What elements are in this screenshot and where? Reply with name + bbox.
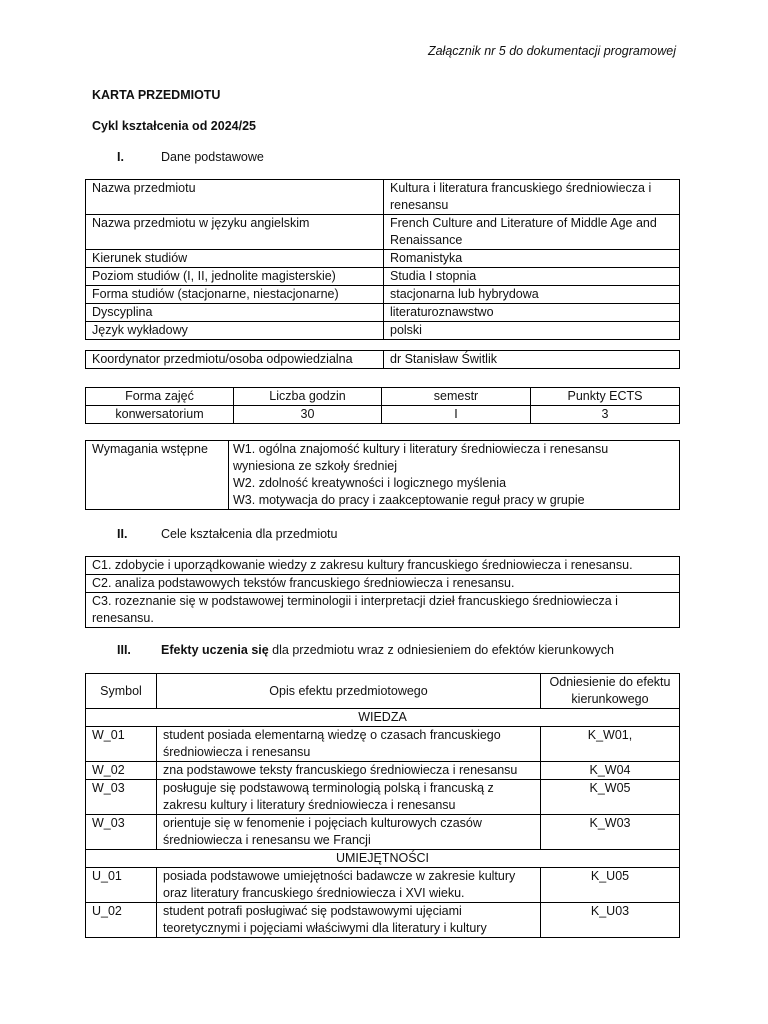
basic-label: Język wykładowy [86, 322, 384, 340]
effect-reference: K_U05 [541, 868, 680, 903]
table-header-row [86, 674, 680, 709]
requirements-list [229, 441, 680, 510]
table-row [86, 593, 680, 628]
section-3-title-rest: dla przedmiotu wraz z odniesieniem do efektów kierunkowych [268, 643, 615, 657]
table-row [86, 304, 680, 322]
requirements-label: Wymagania wstępne [86, 441, 229, 510]
class-hours: 30 [234, 406, 382, 424]
table-row [86, 557, 680, 575]
effect-symbol: W_02 [86, 762, 157, 780]
cycle-heading: Cykl kształcenia od 2024/25 [92, 119, 256, 133]
effect-description: zna podstawowe teksty francuskiego średniowiecza i renesansu [157, 762, 541, 780]
goal-item: C3. rozeznanie się w podstawowej terminologii i interpretacji dzieł francuskiego średniowiecza i renesansu. [86, 593, 680, 628]
section-1-title: Dane podstawowe [161, 150, 264, 164]
section-3-number: III. [117, 643, 131, 657]
basic-value: stacjonarna lub hybrydowa [384, 286, 680, 304]
table-row [86, 180, 680, 215]
table-row [86, 406, 680, 424]
effect-reference: K_W04 [541, 762, 680, 780]
group-skills: UMIEJĘTNOŚCI [86, 850, 680, 868]
basic-label: Nazwa przedmiotu [86, 180, 384, 215]
effect-reference: K_W05 [541, 780, 680, 815]
basic-label: Poziom studiów (I, II, jednolite magisterskie) [86, 268, 384, 286]
table-row [86, 575, 680, 593]
effect-symbol: W_01 [86, 727, 157, 762]
annex-note: Załącznik nr 5 do dokumentacji programowej [427, 44, 676, 58]
column-header: Liczba godzin [234, 388, 382, 406]
table-row [86, 351, 680, 369]
group-row [86, 709, 680, 727]
coordinator-label: Koordynator przedmiotu/osoba odpowiedzialna [86, 351, 384, 369]
column-header: Odniesienie do efektu kierunkowego [541, 674, 680, 709]
document-title: KARTA PRZEDMIOTU [92, 88, 221, 102]
section-3-title-bold: Efekty uczenia się [161, 643, 269, 657]
column-header: Punkty ECTS [531, 388, 680, 406]
table-row [86, 903, 680, 938]
basic-value: French Culture and Literature of Middle Age and Renaissance [384, 215, 680, 250]
section-2-title: Cele kształcenia dla przedmiotu [161, 527, 338, 541]
effect-description: orientuje się w fenomenie i pojęciach kulturowych czasów średniowiecza i renesansu we Francji [157, 815, 541, 850]
section-2-heading [117, 526, 337, 543]
goal-item: C2. analiza podstawowych tekstów francuskiego średniowiecza i renesansu. [86, 575, 680, 593]
section-2-number: II. [117, 527, 128, 541]
goal-item: C1. zdobycie i uporządkowanie wiedzy z zakresu kultury francuskiego średniowiecza i renesansu. [86, 557, 680, 575]
effect-description: student posiada elementarną wiedzę o czasach francuskiego średniowiecza i renesansu [157, 727, 541, 762]
effect-description: student potrafi posługiwać się podstawowymi ujęciami teoretycznymi i pojęciami właściwymi dla literatury i kultury [157, 903, 541, 938]
group-row [86, 850, 680, 868]
effect-symbol: W_03 [86, 815, 157, 850]
effect-symbol: W_03 [86, 780, 157, 815]
effect-reference: K_W01, [541, 727, 680, 762]
table-row [86, 250, 680, 268]
class-form: konwersatorium [86, 406, 234, 424]
table-row [86, 762, 680, 780]
basic-label: Kierunek studiów [86, 250, 384, 268]
requirements-table [85, 440, 680, 510]
table-header-row [86, 388, 680, 406]
column-header: semestr [382, 388, 531, 406]
class-ects: 3 [531, 406, 680, 424]
table-row [86, 780, 680, 815]
effect-description: posiada podstawowe umiejętności badawcze w zakresie kultury oraz literatury francuskiego średniowiecza i XVI wieku. [157, 868, 541, 903]
section-1-number: I. [117, 150, 124, 164]
requirement-item: W3. motywacja do pracy i zaakceptowanie reguł pracy w grupie [233, 493, 585, 507]
table-row [86, 322, 680, 340]
table-row [86, 441, 680, 510]
requirement-item: W1. ogólna znajomość kultury i literatury średniowiecza i renesansu wyniesiona ze szkoły średniej [233, 442, 609, 473]
effect-symbol: U_01 [86, 868, 157, 903]
column-header: Forma zajęć [86, 388, 234, 406]
basic-label: Forma studiów (stacjonarne, niestacjonarne) [86, 286, 384, 304]
coordinator-table [85, 350, 680, 369]
effects-table [85, 673, 680, 938]
requirement-item: W2. zdolność kreatywności i logicznego myślenia [233, 476, 507, 490]
column-header: Symbol [86, 674, 157, 709]
class-semester: I [382, 406, 531, 424]
basic-value: Romanistyka [384, 250, 680, 268]
table-row [86, 215, 680, 250]
table-row [86, 268, 680, 286]
section-3-heading [117, 642, 614, 659]
effect-reference: K_U03 [541, 903, 680, 938]
section-1-heading [117, 149, 264, 166]
basic-value: Studia I stopnia [384, 268, 680, 286]
basic-value: Kultura i literatura francuskiego średniowiecza i renesansu [384, 180, 680, 215]
basic-label: Dyscyplina [86, 304, 384, 322]
effect-symbol: U_02 [86, 903, 157, 938]
coordinator-value: dr Stanisław Świtlik [384, 351, 680, 369]
classes-table [85, 387, 680, 424]
goals-table [85, 556, 680, 628]
basic-value: literaturoznawstwo [384, 304, 680, 322]
table-row [86, 868, 680, 903]
basic-value: polski [384, 322, 680, 340]
group-knowledge: WIEDZA [86, 709, 680, 727]
table-row [86, 286, 680, 304]
effect-description: posługuje się podstawową terminologią polską i francuską z zakresu kultury i literatury średniowiecza i renesansu [157, 780, 541, 815]
table-row [86, 727, 680, 762]
table-row [86, 815, 680, 850]
column-header: Opis efektu przedmiotowego [157, 674, 541, 709]
basic-label: Nazwa przedmiotu w języku angielskim [86, 215, 384, 250]
basic-data-table [85, 179, 680, 340]
effect-reference: K_W03 [541, 815, 680, 850]
